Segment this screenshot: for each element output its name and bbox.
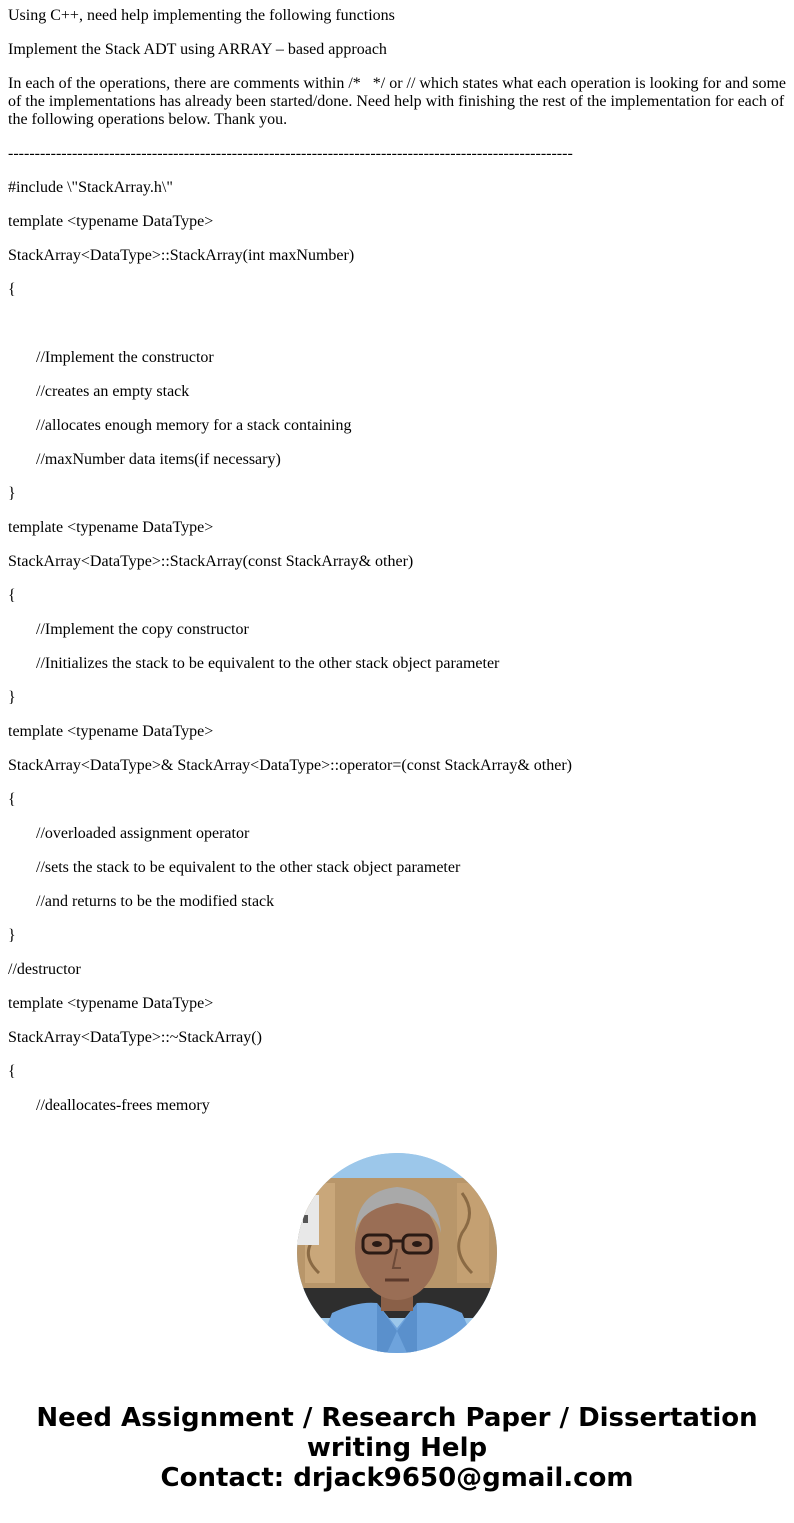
code-comment: //Initializes the stack to be equivalent to the other stack object parameter bbox=[36, 655, 500, 672]
question-task: Implement the Stack ADT using ARRAY – based approach bbox=[8, 41, 387, 58]
code-line: } bbox=[8, 927, 16, 944]
avatar bbox=[297, 1153, 497, 1353]
promo-line-1: Need Assignment / Research Paper / Dissertation bbox=[36, 1403, 758, 1433]
code-line: StackArray<DataType>& StackArray<DataType>::operator=(const StackArray& other) bbox=[8, 757, 573, 774]
code-line: StackArray<DataType>::StackArray(const StackArray& other) bbox=[8, 553, 414, 570]
question-description: In each of the operations, there are comments within /* */ or // which states what each operation is looking for and some of the implementations has already been started/done. Need help with finishing the rest of the implementation for each of the following operations below. Thank you. bbox=[8, 75, 790, 128]
code-line: } bbox=[8, 485, 16, 502]
code-line: StackArray<DataType>::StackArray(int maxNumber) bbox=[8, 247, 355, 264]
promo-contact: Contact: drjack9650@gmail.com bbox=[160, 1463, 634, 1493]
code-comment: //destructor bbox=[8, 961, 81, 978]
code-line: template <typename DataType> bbox=[8, 995, 214, 1012]
code-comment: //overloaded assignment operator bbox=[36, 825, 250, 842]
code-comment: //maxNumber data items(if necessary) bbox=[36, 451, 281, 468]
code-line: #include \"StackArray.h\" bbox=[8, 179, 173, 196]
person-photo-icon bbox=[297, 1153, 497, 1353]
code-line: template <typename DataType> bbox=[8, 723, 214, 740]
code-line: { bbox=[8, 1063, 16, 1080]
code-line: StackArray<DataType>::~StackArray() bbox=[8, 1029, 262, 1046]
separator-line: ---------------------------------------------------------------------------------------------------------- bbox=[8, 145, 573, 162]
code-line: { bbox=[8, 281, 16, 298]
code-comment: //Implement the copy constructor bbox=[36, 621, 249, 638]
code-line: } bbox=[8, 689, 16, 706]
question-intro: Using C++, need help implementing the following functions bbox=[8, 7, 395, 24]
code-comment: //Implement the constructor bbox=[36, 349, 214, 366]
code-line: template <typename DataType> bbox=[8, 213, 214, 230]
code-comment: //and returns to be the modified stack bbox=[36, 893, 275, 910]
code-comment: //deallocates-frees memory bbox=[36, 1097, 210, 1114]
code-line: { bbox=[8, 791, 16, 808]
code-line: { bbox=[8, 587, 16, 604]
promo-line-2: writing Help bbox=[306, 1433, 488, 1463]
code-comment: //sets the stack to be equivalent to the other stack object parameter bbox=[36, 859, 461, 876]
code-line: template <typename DataType> bbox=[8, 519, 214, 536]
promo-banner bbox=[0, 1403, 794, 1493]
code-comment: //creates an empty stack bbox=[36, 383, 190, 400]
code-comment: //allocates enough memory for a stack containing bbox=[36, 417, 352, 434]
